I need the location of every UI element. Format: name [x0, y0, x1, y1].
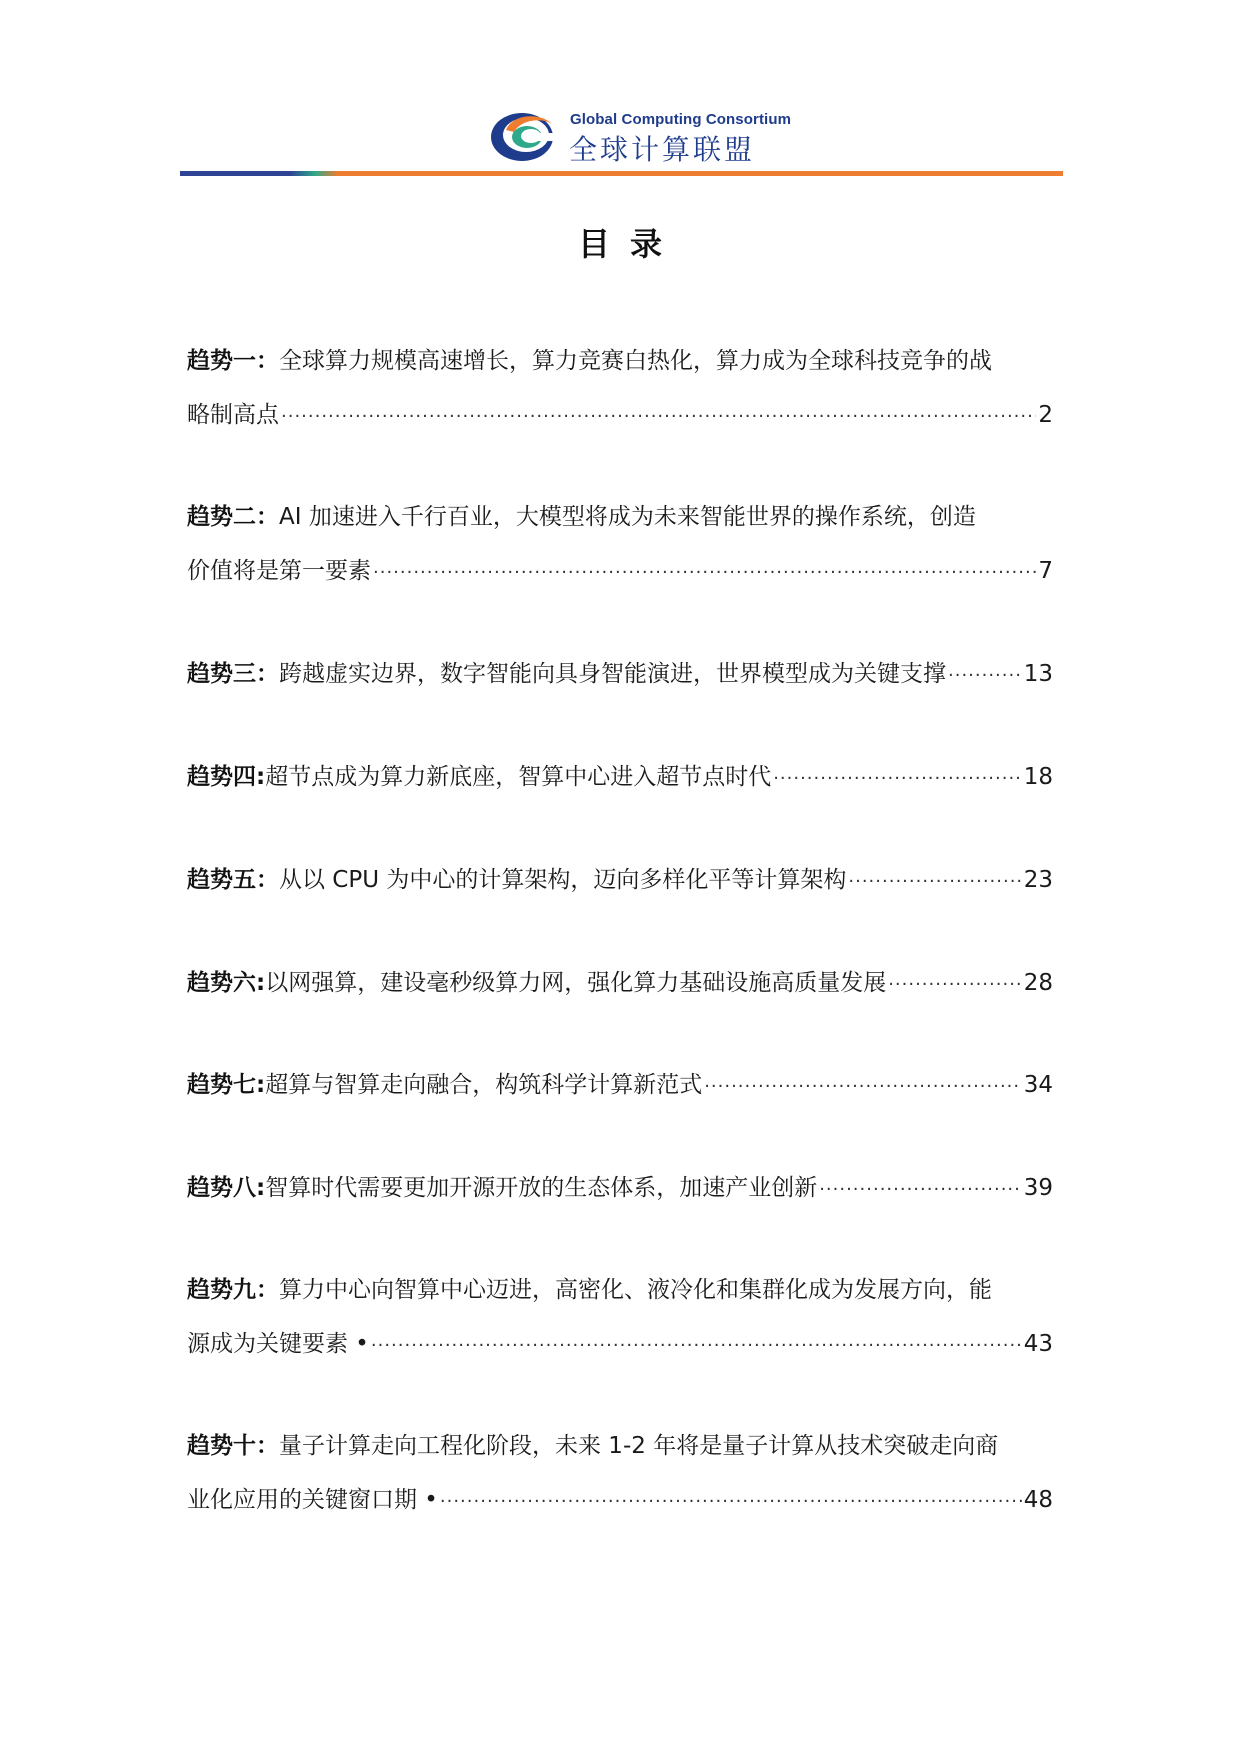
toc-leader-dots: [281, 390, 1036, 442]
toc-page-number: 7: [1038, 558, 1053, 584]
toc-entry-8[interactable]: [187, 1161, 1053, 1215]
toc-entry-separator: ：: [256, 661, 279, 687]
toc-page-number: 34: [1023, 1072, 1053, 1098]
toc-entry-text: 超节点成为算力新底座，智算中心进入超节点时代: [265, 764, 772, 790]
toc-entry-label: 趋势八: [187, 1175, 256, 1201]
toc-entry-separator: :: [256, 1175, 266, 1201]
gcc-logo-icon: [488, 108, 556, 164]
toc-entry-separator: ：: [256, 504, 279, 530]
toc-entry-text: 以网强算，建设毫秒级算力网，强化算力基础设施高质量发展: [265, 970, 887, 996]
toc-page-number: 28: [1023, 970, 1053, 996]
toc-leader-dots: [373, 546, 1036, 598]
toc-entry-text: 跨越虚实边界，数字智能向具身智能演进，世界模型成为关键支撑: [279, 661, 946, 687]
toc-entry-1[interactable]: [187, 334, 1053, 442]
toc-leader-dots: [371, 1319, 1022, 1371]
toc-leader-dots: [819, 1163, 1022, 1215]
toc-entry-separator: ：: [256, 867, 279, 893]
toc-entry-3[interactable]: [187, 647, 1053, 701]
toc-page-number: 2: [1038, 402, 1053, 428]
toc-leader-dots: [848, 855, 1021, 907]
brand-name-chinese: 全球计算联盟: [569, 133, 756, 166]
toc-page-number: 18: [1023, 764, 1053, 790]
toc-page-number: 39: [1023, 1175, 1053, 1201]
toc-entry-text-continued: 略制高点: [187, 402, 279, 428]
toc-entry-label: 趋势一: [187, 348, 256, 374]
brand-name-english: Global Computing Consortium: [570, 111, 792, 128]
toc-entry-label: 趋势九: [187, 1277, 256, 1303]
toc-entry-text-continued: 源成为关键要素 •: [187, 1331, 369, 1357]
toc-page-number: 48: [1023, 1487, 1053, 1513]
toc-entry-4[interactable]: [187, 750, 1053, 804]
toc-entry-text: 超算与智算走向融合，构筑科学计算新范式: [265, 1072, 703, 1098]
page-title: 目录: [577, 225, 682, 263]
toc-entry-separator: :: [256, 970, 266, 996]
toc-entry-separator: :: [256, 764, 266, 790]
toc-entry-label: 趋势四: [187, 764, 256, 790]
toc-entry-label: 趋势六: [187, 970, 256, 996]
toc-entry-label: 趋势十: [187, 1433, 256, 1459]
toc-entry-label: 趋势二: [187, 504, 256, 530]
toc-page-number: 13: [1023, 661, 1053, 687]
toc-entry-2[interactable]: [187, 490, 1053, 598]
toc-page-number: 43: [1023, 1331, 1053, 1357]
toc-entry-label: 趋势七: [187, 1072, 256, 1098]
toc-entry-label: 趋势三: [187, 661, 256, 687]
toc-entry-text: 量子计算走向工程化阶段，未来 1-2 年将是量子计算从技术突破走向商: [279, 1433, 999, 1459]
toc-leader-dots: [888, 958, 1022, 1010]
toc-entry-text: 全球算力规模高速增长，算力竞赛白热化，算力成为全球科技竞争的战: [279, 348, 992, 374]
toc-entry-text: 从以 CPU 为中心的计算架构，迈向多样化平等计算架构: [279, 867, 847, 893]
toc-entry-separator: ：: [256, 1277, 279, 1303]
toc-entry-10[interactable]: [187, 1419, 1053, 1527]
toc-entry-text-continued: 业化应用的关键窗口期 •: [187, 1487, 438, 1513]
toc-entry-text: 智算时代需要更加开源开放的生态体系，加速产业创新: [265, 1175, 818, 1201]
toc-leader-dots: [440, 1475, 1022, 1527]
toc-entry-label: 趋势五: [187, 867, 256, 893]
toc-entry-text: AI 加速进入千行百业，大模型将成为未来智能世界的操作系统，创造: [279, 504, 976, 530]
toc-page-number: 23: [1023, 867, 1053, 893]
toc-entry-9[interactable]: [187, 1263, 1053, 1371]
toc-leader-dots: [773, 752, 1022, 804]
toc-leader-dots: [704, 1060, 1022, 1112]
toc-entry-5[interactable]: [187, 853, 1053, 907]
page-header: [0, 0, 1240, 180]
toc-entry-6[interactable]: [187, 956, 1053, 1010]
toc-entry-separator: ：: [256, 1433, 279, 1459]
toc-entry-separator: :: [256, 1072, 266, 1098]
toc-entry-text-continued: 价值将是第一要素: [187, 558, 371, 584]
toc-entry-7[interactable]: [187, 1058, 1053, 1112]
toc-entry-separator: ：: [256, 348, 279, 374]
toc-leader-dots: [948, 649, 1022, 701]
toc-entry-text: 算力中心向智算中心迈进，高密化、液冷化和集群化成为发展方向，能: [279, 1277, 992, 1303]
header-divider: [180, 171, 1063, 176]
